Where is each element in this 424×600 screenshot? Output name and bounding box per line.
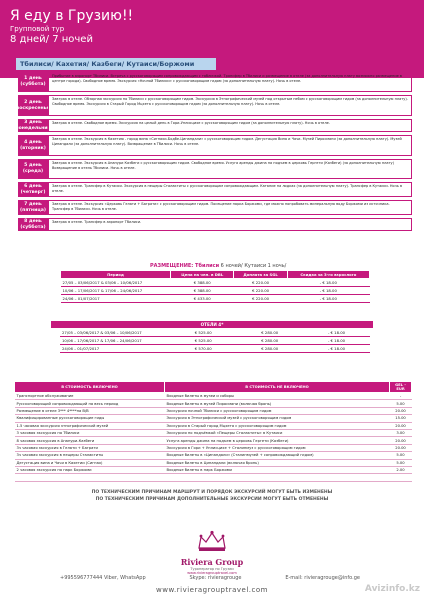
table-row xyxy=(15,444,412,451)
table-cell: Экскурсия ночной Тбилиси с русскоговорящим гидом xyxy=(165,407,390,414)
hotel4-heading xyxy=(0,321,424,328)
day-label: 1 день (суббота) xyxy=(18,72,48,92)
table-cell: € 433.00 xyxy=(171,295,234,303)
brand-site: www.rivieragrouptravel.com xyxy=(187,571,237,575)
table-cell: 3 часовая экскурсия по Тбилиси xyxy=(15,429,165,436)
tour-duration: 8 дней/ 7 ночей xyxy=(10,34,93,45)
table-cell: 3ч часовая экскурсия в Гелати + Баграти xyxy=(15,444,165,451)
day-label: 8 день (суббота) xyxy=(18,218,48,231)
tour-subtitle: Групповой тур xyxy=(10,25,65,33)
day-text: Завтрак в отеле. Экскурсия в Кахетию - город вина «Сигнахи-Бодбе-Цинандали» с русскоговорящим гидом. Дегустация Вина и Чачи. Музей Пиросмани (за дополнительную плату). Музей Цинандали (за дополнительную плату). Возвращение в Тбилиси. Ночь в отеле. xyxy=(48,135,412,156)
table-row xyxy=(60,337,370,345)
accommodation-heading xyxy=(150,263,286,269)
table-cell: € 280.00 xyxy=(237,329,304,337)
table-cell: € 280.00 xyxy=(237,345,304,353)
table-cell: Русскоговорящий сопровождающий на весь период xyxy=(15,400,165,407)
brand-logo xyxy=(172,530,252,575)
table-cell: Экскурсия в Старый город Мцхета с русскоговорящим гидом xyxy=(165,422,390,429)
day-text: Завтрак в отеле. Обзорная экскурсия по Тбилиси с русскоговорящим гидом. Экскурсия в Этнографический музей под открытым небом с русскоговорящим гидом (за дополнительную плату). Свободное время. Экскурсия в Старый Город Мцхета с русскоговорящим гидом (за дополнительную плату). Ночь в отеле. xyxy=(48,95,412,116)
day-row xyxy=(18,135,412,156)
email-text: E-mail: rivieragrouge@info.ge xyxy=(285,575,360,581)
table-cell: Транспортное обслуживание xyxy=(15,393,165,400)
accommodation-heading-main: РАЗМЕЩЕНИЕ: Тбилиси xyxy=(150,263,220,269)
col-included: В СТОИМОСТЬ ВКЛЮЧЕНО xyxy=(15,382,165,393)
table-cell: 10/06 – 17/06/2017 & 17/06 – 24/06/2017 xyxy=(60,337,170,345)
table-row xyxy=(15,437,412,444)
table-cell: 27/05 – 03/06/2017 & 03/06 – 10/06/2017 xyxy=(61,279,171,287)
table-cell: € 570.00 xyxy=(170,345,237,353)
hotel4-title: ОТЕЛИ 4* xyxy=(51,321,374,328)
day-label: 6 день (четверг) xyxy=(18,182,48,197)
col-price: GEL - EUR xyxy=(390,382,412,393)
table-cell xyxy=(390,474,412,481)
table-cell: € 220.00 xyxy=(234,279,287,287)
table-row xyxy=(15,459,412,466)
table-cell: Входные билеты в музеи и соборы xyxy=(165,393,390,400)
table-cell: 24/06 – 01/07/2017 xyxy=(60,345,170,353)
phone-text: +995596777444 Viber, WhatsApp xyxy=(60,575,146,581)
table-cell: Входные билеты в музей Пиросмани (включая бронь) xyxy=(165,400,390,407)
table-cell: - xyxy=(390,393,412,400)
day-text: Завтрак в отеле. Экскурсия в Ананури Казбеги с русскоговорящим гидом. Свободное время. Услуга аренды джипа на подъем в церковь Гергети (Казбеги) (за дополнительную плату) Возвращение в отель Тбилиси. Ночь в отеле. xyxy=(48,159,412,179)
table-cell: - € 18.00 xyxy=(287,279,369,287)
table-row xyxy=(60,345,370,353)
table-cell: Услуга аренды джипа на подъем в церковь Гергети (Казбеги) xyxy=(165,437,390,444)
table-cell: - € 18.00 xyxy=(303,345,370,353)
table-cell: 3ч часовая экскурсия в пещеры Сталактиты xyxy=(15,452,165,459)
table-row xyxy=(61,279,370,287)
table-row xyxy=(15,474,412,481)
table-row xyxy=(15,466,412,473)
day-label: 4 день (вторник) xyxy=(18,135,48,156)
table-cell: 27/05 – 03/06/2017 & 03/06 – 10/06/2017 xyxy=(60,329,170,337)
table-row xyxy=(15,415,412,422)
table-row xyxy=(15,407,412,414)
acc-col-header: Доплата за SGL xyxy=(234,271,287,279)
table-cell: 10/06 – 17/06/2017 & 17/06 – 24/06/2017 xyxy=(61,287,171,295)
table-cell: € 220.00 xyxy=(234,295,287,303)
hotel4-table xyxy=(60,329,370,353)
day-row xyxy=(18,200,412,215)
website-link[interactable]: www.rivieragrouptravel.com xyxy=(156,586,268,594)
table-cell: 20.00 xyxy=(390,444,412,451)
hotel3-table xyxy=(60,270,370,303)
table-row xyxy=(15,452,412,459)
note-1: ПО ТЕХНИЧЕСКИМ ПРИЧИНАМ МАРШРУТ И ПОРЯДОК ЭКСКУРСИЙ МОГУТ БЫТЬ ИЗМЕНЕНЫ xyxy=(91,490,333,495)
table-cell: 20.00 xyxy=(390,407,412,414)
table-cell: Входные билеты в парк Боржоми xyxy=(165,466,390,473)
table-row xyxy=(15,393,412,400)
brand-tagline: Туроператор по Грузии xyxy=(190,567,234,571)
table-cell: - € 18.00 xyxy=(303,337,370,345)
day-label: 5 день (среда) xyxy=(18,159,48,179)
contacts-row xyxy=(60,575,360,581)
table-cell: Входные билеты в «Цинандали» (Сталинмузей + сопровождающий гидом) xyxy=(165,452,390,459)
table-cell: Экскурсия по подъёмкой «Пещеры Сталактиты» в Кутаиси xyxy=(165,429,390,436)
acc-col-header: Цена на чел. в DBL xyxy=(171,271,234,279)
table-row xyxy=(60,329,370,337)
table-cell: 20.00 xyxy=(390,422,412,429)
table-row xyxy=(61,295,370,303)
table-cell: 15.00 xyxy=(390,415,412,422)
table-cell: € 220.00 xyxy=(234,287,287,295)
acc-col-header: Период xyxy=(61,271,171,279)
watermark: Avizinfo.kz xyxy=(364,584,420,594)
table-cell: 2 часовая экскурсия по парк Боржоми xyxy=(15,466,165,473)
table-cell: 5.00 xyxy=(390,452,412,459)
table-cell: 5.00 xyxy=(390,459,412,466)
day-text: Завтрак в отеле. Свободное время. Экскурсия на целый день в Гори-Уплисцихе с русскоговорящим гидом (за дополнительную плату). Ночь в отеле. xyxy=(48,119,412,132)
table-cell: 8 часовая экскурсия в Ананури-Казбеги xyxy=(15,437,165,444)
day-label: 3 день (понедельник) xyxy=(13,119,53,131)
table-cell: Экскурсия в Этнографический музей с русскоговорящим гидом xyxy=(165,415,390,422)
route-bar: Тбилиси/ Кахетия/ Казбеги/ Кутаиси/Боржоми xyxy=(16,58,216,70)
skype-text: Skype: rivieragrouge xyxy=(189,575,242,581)
note-2: ПО ТЕХНИЧЕСКИМ ПРИЧИНАМ ДОПОЛНИТЕЛЬНЫЕ ЭКСКУРСИИ МОГУТ БЫТЬ ОТМЕНЕНЫ xyxy=(95,497,329,502)
itinerary xyxy=(13,72,412,234)
table-cell: Экскурсия в Гори + Уплисцихе + Сталинмуз с русскоговорящим гидом xyxy=(165,444,390,451)
table-cell: - € 18.00 xyxy=(287,295,369,303)
acc-col-header: Скидка за 3-го взрослого xyxy=(287,271,369,279)
table-cell xyxy=(15,474,165,481)
table-row xyxy=(61,287,370,295)
day-text: Завтрак в отеле. Трансфер в аэропорт Тбилиси. xyxy=(48,218,412,231)
tour-title: Я еду в Грузию!! xyxy=(10,8,134,24)
day-text: Завтрак в отеле. Трансфер в Кутаиси. Экскурсия в пещеры Сталактиты с русскоговорящим сопровождающим. Катание на лодках (за дополнительную плату). Трансфер в Кутаиси. Ночь в отеле. xyxy=(48,182,412,197)
table-cell xyxy=(165,474,390,481)
day-row xyxy=(18,182,412,197)
table-cell: 3.00 xyxy=(390,429,412,436)
day-row xyxy=(13,119,412,132)
day-text: Прибытие в аэропорт Тбилиси. Встреча с русскоговорящим сопровождающим с табличкой. Трансфер в Тбилиси и размещение в отеле (за дополнительную плату возможно размещение в центре города). Свободное время. Экскурсия «Ночной Тбилиси» с русскоговорящим гидом (за дополнительную плату). Ночь в отеле. xyxy=(48,72,412,92)
accommodation-heading-rest: 6 ночей/ Кутаиси 1 ночь/ xyxy=(219,263,287,269)
crown-icon xyxy=(196,530,228,552)
day-row xyxy=(18,159,412,179)
table-cell: 5.00 xyxy=(390,400,412,407)
table-row xyxy=(15,429,412,436)
table-cell: Дегустация вина и Чачи в Кахетии (Сигнах) xyxy=(15,459,165,466)
table-cell: € 525.00 xyxy=(170,329,237,337)
table-cell: 1.5 часовая экскурсия этнографический музей xyxy=(15,422,165,429)
table-cell: € 525.00 xyxy=(170,337,237,345)
col-excluded: В СТОИМОСТЬ НЕ ВКЛЮЧЕНО xyxy=(165,382,390,393)
table-cell: Размещение в отеле 3*** 4****на В/В xyxy=(15,407,165,414)
day-row xyxy=(18,218,412,231)
table-cell: € 388.00 xyxy=(171,279,234,287)
brand-name: Riviera Group xyxy=(180,557,244,567)
table-cell: 24/06 – 01/07/2017 xyxy=(61,295,171,303)
table-row xyxy=(15,400,412,407)
table-cell: - € 18.00 xyxy=(303,329,370,337)
day-text: Завтрак в отеле. Экскурсия «Церковь Гелати + Баграти» с русскоговорящим гидом. Посещение парка Боржоми, где можно попробовать минеральную воду Боржоми из источника. Трансфер в Тбилиси. Ночь в отеле. xyxy=(48,200,412,215)
day-label: 2 день (воскресенье) xyxy=(18,95,48,116)
table-cell: 2.00 xyxy=(390,466,412,473)
table-row xyxy=(15,422,412,429)
day-row xyxy=(14,95,412,116)
table-cell: Входные билеты в Цинандали (включая бронь) xyxy=(165,459,390,466)
table-cell: € 388.00 xyxy=(171,287,234,295)
table-cell: 20.00 xyxy=(390,437,412,444)
inclusions-table xyxy=(14,381,412,482)
day-row xyxy=(18,72,412,92)
day-label: 7 день (пятница) xyxy=(18,200,48,215)
table-cell: € 280.00 xyxy=(237,337,304,345)
table-cell: Квалифицированные русскоговорящие гиды xyxy=(15,415,165,422)
table-cell: - € 18.00 xyxy=(287,287,369,295)
